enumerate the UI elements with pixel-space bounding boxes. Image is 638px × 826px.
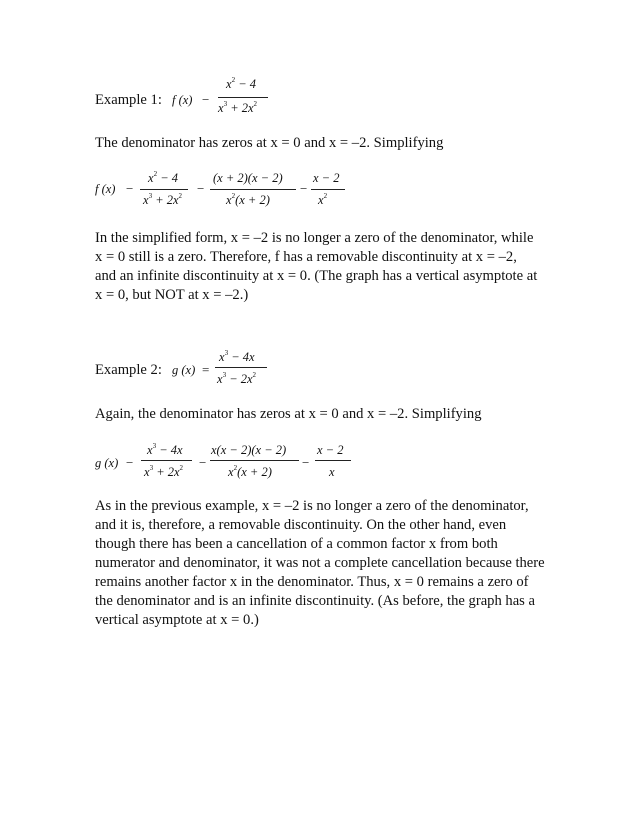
- simplify2-term1-bar: [141, 460, 192, 461]
- example2-numerator: $x^3 - 4x$: [219, 349, 255, 364]
- example1-label: Example 1:: [95, 92, 162, 108]
- example2-equals: =: [202, 362, 210, 377]
- simplify2-term2-numerator: x(x − 2)(x − 2): [211, 443, 287, 457]
- simplify2-term1-denominator: $x^3 + 2x^2$: [144, 464, 184, 479]
- paragraph-4-line: remains another factor x in the denominator. Thus, x = 0 remains a zero of: [95, 574, 529, 590]
- simplify2-eq3: −: [302, 455, 310, 470]
- paragraph-2-line: x = 0 still is a zero. Therefore, f has a removable discontinuity at x = –2,: [95, 249, 517, 265]
- simplify1-term1-numerator: $x^2 - 4$: [148, 170, 178, 185]
- simplify2-term2-bar: [210, 460, 299, 461]
- paragraph-2: [95, 229, 565, 305]
- example1-denominator: $x^3 + 2x^2$: [218, 100, 258, 115]
- simplify1-term3-numerator: x − 2: [313, 171, 340, 185]
- paragraph-1: [95, 134, 565, 153]
- paragraph-4-line: numerator and denominator, it was not a complete cancellation because there: [95, 555, 545, 571]
- simplify1-term2-bar: [210, 189, 296, 190]
- example2-function-lhs: g (x): [172, 363, 196, 377]
- simplify1-term1-bar: [140, 189, 188, 190]
- paragraph-2-line: and an infinite discontinuity at x = 0. (The graph has a vertical asymptote at: [95, 268, 538, 284]
- simplify1-term1-denominator: $x^3 + 2x^2$: [143, 192, 183, 207]
- paragraph-3: [95, 405, 565, 424]
- simplify2-term2-denominator: $x^2(x + 2)$: [228, 464, 272, 479]
- example1-fraction-bar: [218, 97, 268, 98]
- simplify1-lhs: f (x): [95, 182, 116, 196]
- paragraph-4-line: vertical asymptote at x = 0.): [95, 612, 259, 628]
- paragraph-4-line: and it is, therefore, a removable discontinuity. On the other hand, even: [95, 517, 507, 533]
- simplify2-lhs: g (x): [95, 456, 119, 470]
- simplify2-term3-denominator: x: [329, 465, 335, 479]
- paragraph-3-text: Again, the denominator has zeros at x = 0 and x = –2. Simplifying: [95, 406, 482, 422]
- example2-denominator: $x^3 - 2x^2$: [217, 371, 257, 386]
- example2-label: Example 2:: [95, 362, 162, 378]
- paragraph-4-line: As in the previous example, x = –2 is no longer a zero of the denominator,: [95, 498, 529, 514]
- paragraph-2-line: x = 0, but NOT at x = –2.): [95, 287, 249, 303]
- paragraph-4-line: the denominator and is an infinite discontinuity. (As before, the graph has a: [95, 593, 535, 609]
- simplify2-eq1: −: [126, 455, 134, 470]
- simplify2-term1-numerator: $x^3 - 4x$: [147, 442, 183, 457]
- simplify2-eq2: −: [199, 455, 207, 470]
- example1-function-lhs: f (x): [172, 93, 193, 107]
- simplify1-term3-bar: [311, 189, 345, 190]
- paragraph-1-text: The denominator has zeros at x = 0 and x = –2. Simplifying: [95, 135, 444, 151]
- simplify2-term3-bar: [315, 460, 351, 461]
- example2-fraction-bar: [215, 367, 267, 368]
- simplify1-eq3: −: [300, 181, 308, 196]
- example1-numerator: $x^2 - 4$: [226, 76, 256, 91]
- simplify1-term2-numerator: (x + 2)(x − 2): [213, 171, 283, 185]
- example1-equals: −: [202, 92, 210, 107]
- simplify2-term3-numerator: x − 2: [317, 443, 344, 457]
- paragraph-4-line: though there has been a cancellation of a common factor x from both: [95, 536, 498, 552]
- simplify1-eq2: −: [197, 181, 205, 196]
- simplify1-eq1: −: [126, 181, 134, 196]
- paragraph-2-line: In the simplified form, x = –2 is no longer a zero of the denominator, while: [95, 230, 534, 246]
- simplify1-term3-denominator: $x^2$: [318, 192, 328, 207]
- simplify1-term2-denominator: $x^2(x + 2)$: [226, 192, 270, 207]
- paragraph-4: [95, 497, 565, 630]
